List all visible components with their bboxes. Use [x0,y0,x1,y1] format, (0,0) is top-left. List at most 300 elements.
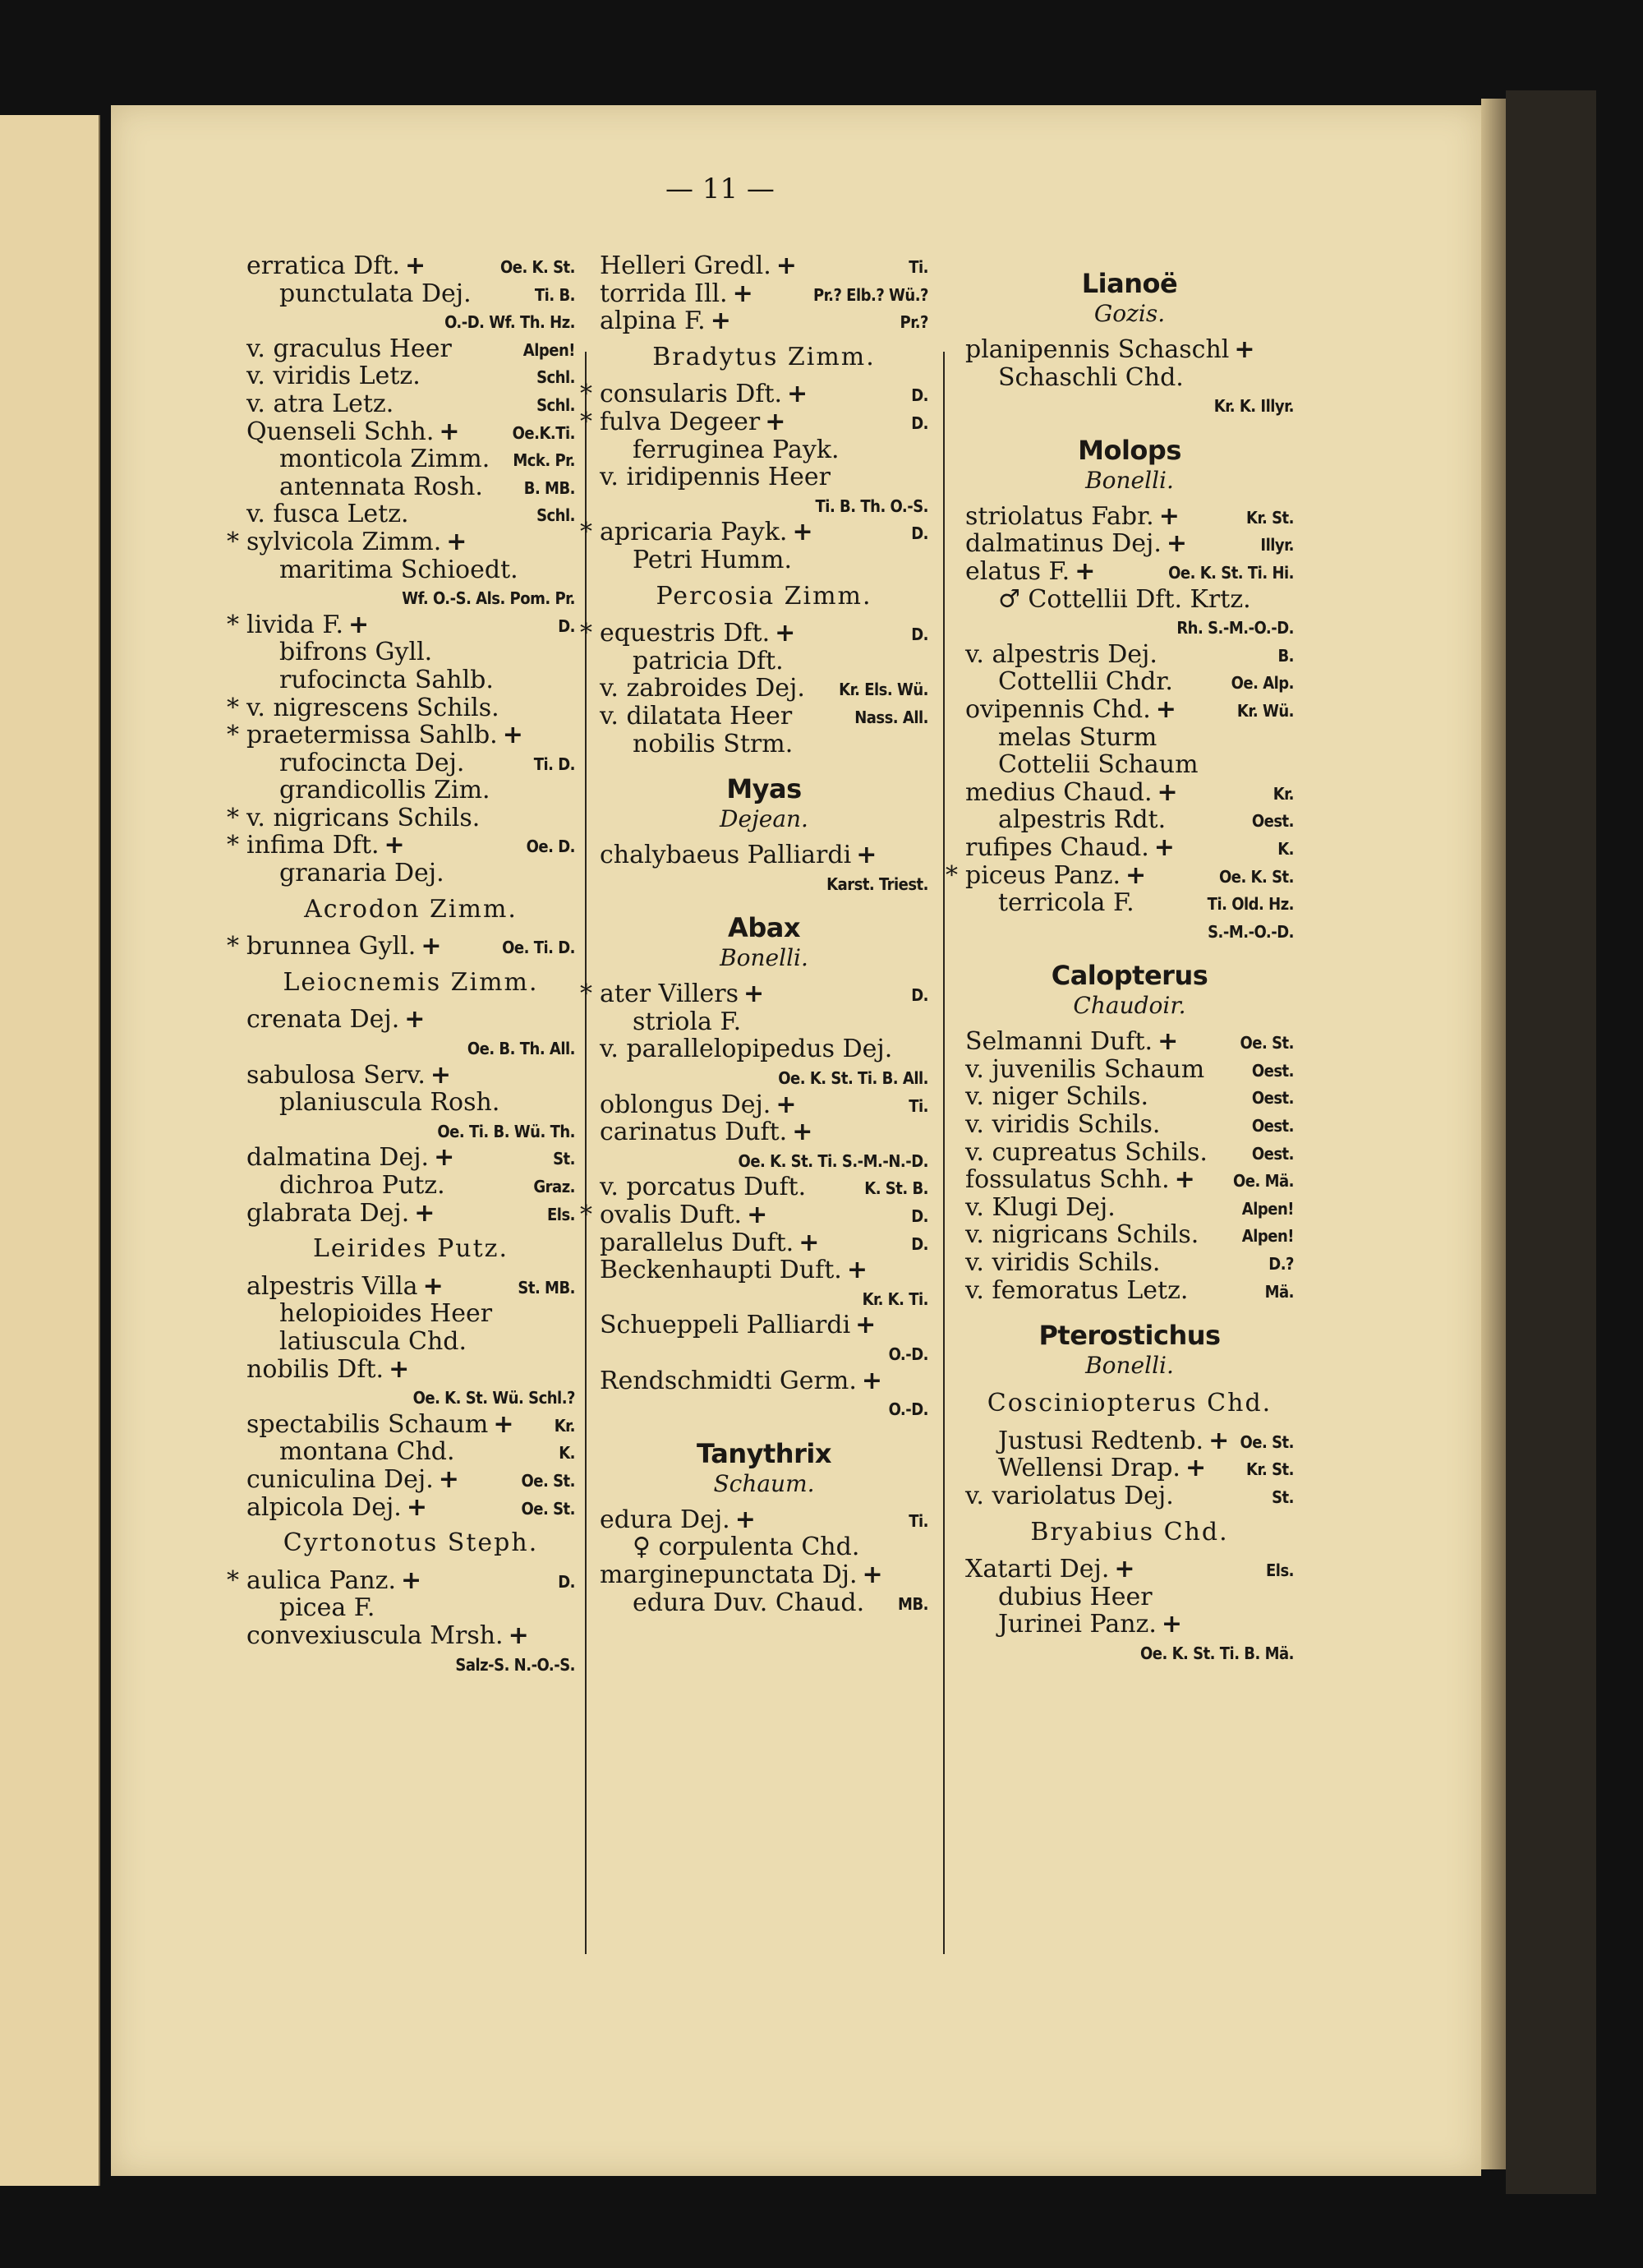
asterisk-mark: * [946,860,958,890]
symbol: + [384,831,405,860]
species-entry [965,1454,1294,1482]
species-name: v. cupreatus Schils. [965,1137,1208,1167]
species-name: latiuscula Chd. [279,1326,467,1356]
distribution: St. [1272,1487,1294,1507]
asterisk-mark: * [580,407,592,436]
species-entry [965,1028,1294,1056]
species-name: v. femoratus Letz. [965,1275,1189,1305]
genus-author: Bonelli. [1085,466,1174,494]
species-name: Beckenhaupti Duft. [600,1256,842,1285]
species-entry [600,1229,928,1257]
symbol: + [404,1005,426,1035]
species-name: convexiuscula Mrsh. [246,1620,504,1650]
distribution: D. [911,385,928,406]
species-entry [965,364,1294,392]
previous-page-edge [0,115,100,2186]
species-entry [600,648,928,675]
column-2 [580,251,928,1617]
symbol: + [710,307,731,336]
symbol: + [446,527,467,556]
species-entry [246,860,575,887]
asterisk-mark: * [227,1565,239,1595]
species-entry [600,1008,928,1036]
symbol: + [732,279,753,308]
subgenus-heading: Cyrtonotus Steph. [283,1528,539,1558]
genus-heading: Molops [1078,434,1181,466]
symbol: + [422,1271,444,1301]
distribution: Schl. [536,394,575,415]
distribution: Oe. St. [1240,1033,1294,1053]
species-entry [246,1438,575,1466]
subgenus-heading: Acrodon Zimm. [304,894,518,924]
distribution: O.-D. Wf. Th. Hz. [444,312,575,333]
species-name: alpicola Dej. [246,1492,402,1522]
species-name: fulva Degeer [600,407,761,436]
species-name: v. fusca Letz. [246,500,409,529]
column-divider [943,352,945,1954]
species-name: v. viridis Schils. [965,1248,1161,1278]
species-name: v. nigricans Schils. [246,803,481,832]
symbol: + [430,1060,451,1090]
species-entry [246,1328,575,1356]
symbol: + [734,1505,756,1534]
distribution: Oe.K.Ti. [512,422,575,443]
species-entry [246,1089,575,1117]
symbol: + [434,1143,455,1173]
species-entry [246,1494,575,1522]
species-entry [246,252,575,280]
species-name: v. viridis Letz. [246,362,421,391]
species-name: ferruginea Payk. [633,435,840,464]
symbol: + [1157,777,1178,807]
symbol: + [792,518,813,547]
species-name: carinatus Duft. [600,1118,788,1147]
species-name: alpestris Villa [246,1271,418,1301]
species-name: patricia Dft. [633,646,784,675]
distribution: D. [558,1571,575,1592]
species-name: aulica Panz. [246,1565,397,1595]
species-name: planipennis Schaschl [965,335,1230,364]
genus-author: Gozis. [1093,300,1166,327]
species-entry [965,336,1294,364]
distribution: Oest. [1251,1116,1294,1136]
species-entry [600,1035,928,1063]
species-name: maritima Schioedt. [279,555,518,584]
distribution: O.-D. [888,1399,928,1420]
distribution: MB. [898,1593,928,1614]
species-entry [965,1482,1294,1510]
distribution: Alpen! [1241,1198,1294,1219]
symbol: + [798,1228,820,1257]
genus-author: Chaudoir. [1073,992,1186,1020]
species-name: Schueppeli Palliardi [600,1311,851,1340]
species-name: torrida Ill. [600,279,728,308]
subgenus-heading: Leirides Putz. [313,1234,509,1264]
species-entry [965,751,1294,779]
distribution: Kr. K. Ti. [862,1288,928,1309]
distribution: Schl. [536,367,575,388]
species-entry [965,1083,1294,1111]
species-name: Jurinei Panz. [998,1610,1157,1639]
distribution: Oe. D. [526,837,575,857]
symbol: + [855,1311,877,1340]
species-name: granaria Dej. [279,859,444,888]
distribution: Mck. Pr. [513,450,575,471]
species-entry [246,1356,575,1384]
species-name: spectabilis Schaum [246,1409,489,1439]
distribution: Ti. B. Th. O.-S. [815,496,928,516]
species-name: Rendschmidti Germ. [600,1366,857,1395]
asterisk-mark: * [580,619,592,648]
distribution: Oe. Ti. B. Wü. Th. [437,1121,575,1141]
symbol: + [747,1201,768,1230]
symbol: + [787,380,808,409]
genus-author: Dejean. [720,805,808,833]
symbol: + [508,1620,529,1650]
species-name: consularis Dft. [600,380,782,409]
species-name: dalmatina Dej. [246,1143,430,1173]
species-name: dichroa Putz. [279,1171,445,1200]
species-entry [965,1249,1294,1277]
distribution-line [600,1284,928,1312]
subgenus-heading: Percosia Zimm. [656,581,872,611]
species-entry [965,696,1294,724]
species-entry [246,1273,575,1301]
distribution: Oe. Alp. [1231,673,1294,694]
species-name: equestris Dft. [600,619,771,648]
species-name: rufocincta Sahlb. [279,665,494,694]
species-entry [600,675,928,703]
symbol: + [1155,694,1176,724]
genus-heading: Pterostichus [1038,1320,1221,1352]
symbol: + [743,980,765,1009]
species-name: v. Klugi Dej. [965,1192,1116,1222]
species-entry [246,1144,575,1172]
species-entry [227,932,575,961]
species-name: melas Sturm [998,722,1157,752]
species-name: monticola Zimm. [279,445,490,474]
species-entry [965,530,1294,558]
species-name: apricaria Payk. [600,518,788,547]
asterisk-mark: * [227,803,239,832]
species-name: livida F. [246,610,344,639]
species-entry [600,731,928,758]
species-entry [965,1194,1294,1222]
distribution: Kr. Wü. [1236,700,1294,721]
species-name: alpestris Rdt. [998,805,1167,835]
symbol: + [1158,501,1180,531]
species-entry [246,1466,575,1494]
species-entry [246,473,575,501]
symbol: + [421,932,442,961]
species-name: rufipes Chaud. [965,832,1149,862]
distribution: Kr. [554,1415,575,1436]
distribution-line [246,307,575,335]
species-name: piceus Panz. [965,860,1121,890]
distribution-line [246,1650,575,1678]
species-name: v. porcatus Duft. [600,1173,807,1202]
distribution: Oe. St. [1240,1431,1294,1452]
species-entry [246,335,575,363]
species-entry [246,418,575,446]
distribution: Oest. [1251,811,1294,832]
distribution: Graz. [533,1177,575,1196]
species-entry [600,1506,928,1534]
distribution: S.-M.-O.-D. [1208,921,1294,942]
species-entry [246,556,575,584]
species-name: Cottellii Chdr. [998,667,1173,697]
symbol: + [775,1090,797,1119]
symbol: + [765,407,786,436]
species-entry [965,1427,1294,1455]
distribution: K. [559,1443,575,1464]
asterisk-mark: * [227,527,239,556]
distribution-line [600,869,928,897]
distribution-line [246,583,575,611]
species-name: brunnea Gyll. [246,932,417,961]
species-entry [965,1111,1294,1139]
species-name: ater Villers [600,980,739,1009]
distribution: Els. [546,1204,575,1224]
species-entry [227,610,575,639]
genus-heading: Myas [726,773,802,805]
distribution: Wf. O.-S. Als. Pom. Pr. [402,588,575,609]
species-entry [600,1533,928,1561]
species-entry [246,1172,575,1200]
species-entry [580,1201,928,1230]
distribution: Oest. [1251,1060,1294,1081]
species-name: planiuscula Rosh. [279,1088,500,1118]
symbol: + [1185,1454,1207,1483]
column-3 [946,252,1294,1666]
species-name: infima Dft. [246,831,380,860]
distribution-line [246,1117,575,1145]
symbol: + [856,841,877,870]
distribution: Oe. K. St. Ti. Hi. [1168,562,1294,583]
distribution: Oe. St. [521,1470,575,1491]
species-entry [600,1118,928,1146]
species-name: Cottelii Schaum [998,750,1199,780]
species-entry [965,806,1294,834]
species-name: Schaschli Chd. [998,362,1184,392]
species-name: dalmatinus Dej. [965,529,1162,559]
distribution: Oe. Mä. [1233,1171,1294,1192]
species-name: v. alpestris Dej. [965,639,1157,669]
genus-heading: Tanythrix [697,1437,831,1469]
distribution: D. [911,985,928,1006]
distribution: Rh. S.-M.-O.-D. [1176,618,1294,638]
species-entry [580,518,928,547]
species-name: chalybaeus Palliardi [600,841,852,870]
species-entry [246,1622,575,1650]
distribution-line [246,1034,575,1062]
distribution: Nass. All. [854,707,928,727]
distribution: Kr. [1273,783,1294,804]
distribution-line [600,1394,928,1422]
species-entry [580,407,928,436]
species-entry [600,463,928,491]
column-divider [585,352,587,1954]
distribution: Oe. K. St. Ti. S.-M.-N.-D. [738,1150,928,1171]
species-name: punctulata Dej. [279,279,472,308]
species-entry [580,980,928,1009]
distribution-line [965,917,1294,945]
distribution: Ti. [909,1095,928,1116]
symbol: + [493,1409,514,1439]
distribution: Oe. K. St. [499,257,575,277]
species-name: v. iridipennis Heer [600,463,831,492]
species-name: antennata Rosh. [279,472,483,501]
subgenus-heading: Cosciniopterus Chd. [987,1389,1273,1418]
species-entry [965,1166,1294,1194]
species-entry [600,1367,928,1395]
symbol: + [846,1256,868,1285]
distribution: Oe. K. St. Ti. B. All. [778,1068,928,1089]
distribution: Karst. Triest. [826,874,928,894]
genus-author: Schaum. [713,1469,815,1497]
distribution: Pr.? Elb.? Wü.? [812,284,928,305]
distribution: Alpen! [1241,1226,1294,1247]
species-entry [246,1594,575,1622]
species-name: parallelus Duft. [600,1228,794,1257]
species-name: v. parallelopipedus Dej. [600,1035,893,1064]
species-entry [246,1300,575,1328]
species-name: bifrons Gyll. [279,638,433,667]
species-entry [227,803,575,832]
species-entry [600,841,928,869]
species-entry [227,527,575,556]
distribution: D.? [1268,1254,1294,1275]
species-name: marginepunctata Dj. [600,1560,858,1589]
species-entry [600,703,928,731]
distribution: Oe. Ti. D. [502,938,575,958]
distribution-line [965,1639,1294,1666]
species-entry [965,1556,1294,1583]
page-number: — 11 — [665,173,775,205]
distribution: B. MB. [523,477,575,498]
asterisk-mark: * [227,610,239,639]
species-name: alpina F. [600,307,706,336]
species-entry [246,390,575,418]
distribution: D. [558,615,575,636]
distribution: Ti. D. [533,754,575,774]
subgenus-heading: Bryabius Chd. [1030,1517,1229,1547]
distribution: Oest. [1251,1143,1294,1164]
species-entry [965,1277,1294,1305]
species-name: terricola F. [998,888,1134,918]
species-name: v. atra Letz. [246,389,394,418]
species-name: ♀ corpulenta Chd. [633,1533,860,1562]
species-entry [246,1200,575,1228]
species-name: crenata Dej. [246,1005,400,1035]
distribution-line [965,391,1294,419]
symbol: + [775,619,796,648]
species-name: elatus F. [965,556,1070,586]
species-name: grandicollis Zim. [279,776,490,805]
species-name: Helleri Gredl. [600,251,771,280]
distribution: Oe. K. St. [1218,866,1294,887]
species-name: dubius Heer [998,1582,1153,1611]
symbol: + [775,251,797,280]
species-name: edura Dej. [600,1505,730,1534]
column-1 [227,251,575,1677]
species-name: ovalis Duft. [600,1201,743,1230]
distribution: Oe. K. St. Wü. Schl.? [412,1388,575,1408]
species-entry [246,1006,575,1034]
distribution: Ti. B. [534,284,575,305]
species-entry [965,1583,1294,1611]
species-entry [227,831,575,860]
species-name: Petri Humm. [633,545,793,574]
asterisk-mark: * [227,721,239,750]
species-entry [965,1221,1294,1249]
symbol: + [1234,335,1255,364]
species-entry [965,558,1294,586]
species-entry [246,280,575,308]
distribution: D. [911,523,928,544]
species-name: Selmanni Duft. [965,1027,1153,1057]
species-name: edura Duv. Chaud. [633,1588,865,1617]
asterisk-mark: * [227,693,239,722]
species-entry [965,586,1294,614]
species-entry [600,1256,928,1284]
distribution: St. MB. [518,1277,575,1298]
species-entry [600,1561,928,1589]
species-entry [227,721,575,750]
distribution: D. [911,1206,928,1227]
asterisk-mark: * [580,380,592,409]
distribution: Schl. [536,505,575,526]
distribution: Mä. [1264,1281,1294,1302]
asterisk-mark: * [580,1201,592,1230]
distribution: Kr. K. Illyr. [1213,396,1294,417]
species-entry [600,546,928,574]
species-name: rufocincta Dej. [279,748,465,777]
species-name: Xatarti Dej. [965,1555,1110,1584]
species-entry [965,724,1294,752]
species-name: v. juvenilis Schaum [965,1054,1205,1084]
species-name: cuniculina Dej. [246,1464,434,1494]
symbol: + [502,721,523,750]
species-entry [227,1565,575,1595]
species-name: v. variolatus Dej. [965,1482,1174,1510]
species-name: v. zabroides Dej. [600,674,805,703]
distribution-line [600,1339,928,1367]
genus-heading: Calopterus [1051,960,1208,992]
asterisk-mark: * [227,831,239,860]
distribution: K. [1277,838,1294,859]
species-name: montana Chd. [279,1437,455,1467]
species-entry [600,436,928,464]
distribution-line [246,1383,575,1411]
symbol: + [792,1118,813,1147]
species-name: fossulatus Schh. [965,1165,1170,1195]
symbol: + [401,1565,422,1595]
species-name: striola F. [633,1007,742,1036]
genus-heading: Lianoë [1081,268,1178,299]
species-name: nobilis Strm. [633,729,794,758]
distribution-line [600,491,928,519]
symbol: + [348,610,370,639]
symbol: + [1114,1555,1135,1584]
species-entry [246,666,575,694]
distribution: Salz-S. N.-O.-S. [455,1654,575,1675]
species-name: sabulosa Serv. [246,1060,426,1090]
species-entry [246,445,575,473]
species-name: helopioides Heer [279,1299,493,1329]
species-name: v. niger Schils. [965,1082,1149,1112]
distribution-line [965,613,1294,641]
